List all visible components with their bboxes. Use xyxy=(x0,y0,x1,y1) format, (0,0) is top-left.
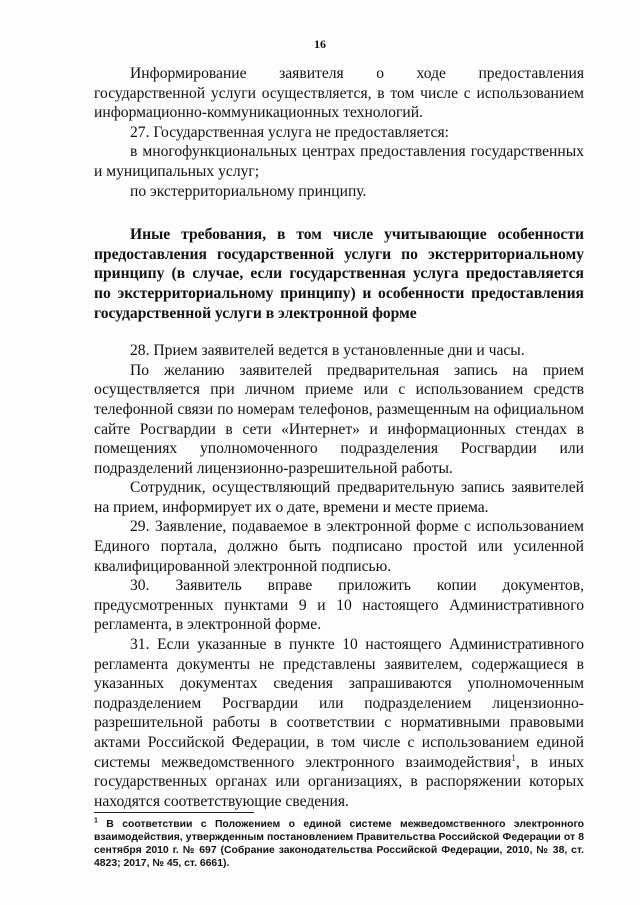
paragraph-31-text: 31. Если указанные в пункте 10 настоящего Административного регламента документы не представлены заявителем, содержащиеся в указанных документах сведения запрашиваются уполномоченным подразделением Росгвардии или подразделением лицензионно-разрешительной работы в соответствии с нормативными правовыми актами Российской Федерации, в том числе с использованием единой системы межведомственного электронного взаимодействия xyxy=(94,636,584,771)
paragraph-31-text-end: , в иных государственных органах или организациях, в распоряжении которых находятся соответствующие сведения. xyxy=(94,753,584,810)
footnote xyxy=(94,818,584,870)
paragraph: Сотрудник, осуществляющий предварительную запись заявителей на прием, информирует их о дате, времени и месте приема. xyxy=(94,479,584,516)
section-heading: Иные требования, в том числе учитывающие особенности предоставления государственной услуги по экстерриториальному принципу (в случае, если государственная услуга предоставляется по экстерриториальному принципу) и особенности предоставления государственной услуги в электронной форме xyxy=(94,226,584,322)
paragraph: По желанию заявителей предварительная запись на прием осуществляется при личном приеме или с использованием средств телефонной связи по номерам телефонов, размещенным на официальном сайте Росгвардии в сети «Интернет» и информационных стендах в помещениях уполномоченного подразделения Росгвардии или подразделений лицензионно-разрешительной работы. xyxy=(94,361,584,477)
paragraph: Информирование заявителя о ходе предоставления государственной услуги осуществляется, в том числе с использованием информационно-коммуникационных технологий. xyxy=(94,65,584,122)
paragraph: 28. Прием заявителей ведется в установленные дни и часы. xyxy=(130,342,525,360)
paragraph: 29. Заявление, подаваемое в электронной форме с использованием Единого портала, должно быть подписано простой или усиленной квалифицированной электронной подписью. xyxy=(94,518,584,575)
paragraph-31 xyxy=(94,635,584,811)
paragraph: 30. Заявитель вправе приложить копии документов, предусмотренных пунктами 9 и 10 настоящего Административного регламента, в электронной форме. xyxy=(94,577,584,634)
page-number: 16 xyxy=(314,37,326,51)
footnote-divider xyxy=(94,812,254,813)
paragraph: 27. Государственная услуга не предоставляется: xyxy=(130,123,449,141)
paragraph: в многофункциональных центрах предоставления государственных и муниципальных услуг; xyxy=(94,143,584,180)
footnote-mark: 1 xyxy=(94,817,98,825)
footnote-reference[interactable]: 1 xyxy=(511,752,516,763)
footnote-text: В соответствии с Положением о единой системе межведомственного электронного взаимодействия, утвержденным постановлением Правительства Российской Федерации от 8 сентября 2010 г. № 697 (Собрание законодательства Российской Федерации, 2010, № 38, ст. 4823; 2017, № 45, ст. 6661). xyxy=(94,819,584,869)
document-body xyxy=(94,64,584,811)
paragraph: по экстерриториальному принципу. xyxy=(130,182,367,200)
